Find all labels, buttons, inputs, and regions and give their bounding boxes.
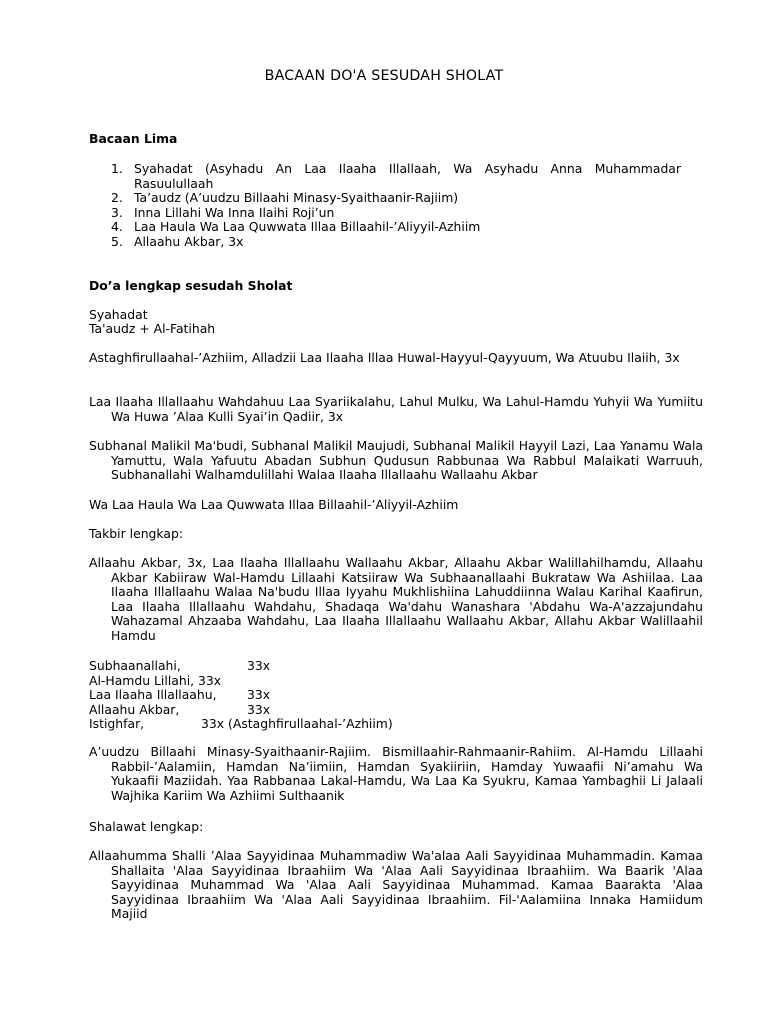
list-item-text: Allaahu Akbar, 3x (134, 233, 244, 249)
takbir-heading: Takbir lengkap: (89, 526, 183, 541)
section-heading-bacaan-lima: Bacaan Lima (89, 131, 178, 146)
dzikir-count: 33x (247, 687, 271, 703)
dzikir-count: 33x (247, 658, 271, 673)
dzikir-label: Subhaanallahi, (89, 658, 181, 673)
list-number: 5. (111, 233, 123, 249)
list-item-text: Syahadat (Asyhadu An Laa Ilaaha Illallaah, Wa Asyhadu Anna Muhammadar Rasuulullaah (134, 161, 681, 191)
dzikir-row (89, 717, 681, 732)
list-number: 1. (111, 161, 123, 176)
list-number: 2. (111, 190, 123, 206)
numbered-list (89, 162, 681, 250)
list-item (89, 162, 681, 191)
dzikir-count: 33x (247, 701, 271, 717)
dzikir-list (89, 659, 681, 732)
dzikir-row (89, 659, 681, 674)
list-item (89, 191, 681, 206)
dzikir-label: Allaahu Akbar, (89, 701, 180, 717)
dzikir-row (89, 703, 681, 718)
paragraph-subhanal: Subhanal Malikil Ma'budi, Subhanal Malikil Maujudi, Subhanal Malikil Hayyil Lazi, Laa Yanamu Wala Yamuttu, Wala Yafuutu Abadan Subhun Qudusun Rabbunaa Wa Rabbul Malaikati Warruuh, Subhanallahi Walhamdulillahi Walaa Ilaaha Illallaahu Wallaahu Akbar (89, 438, 703, 483)
list-number: 3. (111, 204, 123, 220)
list-item-text: Ta’audz (A’uudzu Billaahi Minasy-Syaithaanir-Rajiim) (134, 190, 459, 206)
paragraph-shalawat: Allaahumma Shalli ’Alaa Sayyidinaa Muhammadiw Wa'alaa Aali Sayyidinaa Muhammadin. Kamaa Shallaita 'Alaa Sayyidinaa Ibraahiim Wa 'Alaa Aali Sayyidinaa Ibraahiim. Wa Baarik 'Alaa Sayyidinaa Muhammad Wa 'Alaa Aali Sayyidinaa Muhammad. Kamaa Baarakta 'Alaa Sayyidinaa Ibraahiim Wa 'Alaa Aali Sayyidinaa Ibraahiim. Fil-'Aalamiina Innaka Hamiidum Majiid (89, 848, 703, 922)
line-syahadat: Syahadat (89, 307, 148, 322)
section-heading-doa-lengkap: Do’a lengkap sesudah Sholat (89, 278, 293, 293)
dzikir-count: 33x (Astaghfirullaahal-’Azhiim) (201, 716, 393, 732)
document-title: BACAAN DO'A SESUDAH SHOLAT (264, 68, 504, 84)
list-number: 4. (111, 219, 123, 235)
list-item-text: Inna Lillahi Wa Inna Ilaihi Roji’un (134, 204, 335, 220)
paragraph-tahlil: Laa Ilaaha Illallaahu Wahdahuu Laa Syariikalahu, Lahul Mulku, Wa Lahul-Hamdu Yuhyii Wa Yumiitu Wa Huwa ’Alaa Kulli Syai’in Qadiir, 3x (89, 394, 703, 424)
list-item (89, 235, 681, 250)
paragraph-astaghfir: Astaghfirullaahal-’Azhiim, Alladzii Laa Ilaaha Illaa Huwal-Hayyul-Qayyuum, Wa Atuubu Ilaiih, 3x (89, 350, 680, 365)
paragraph-takbir: Allaahu Akbar, 3x, Laa Ilaaha Illallaahu Wallaahu Akbar, Allaahu Akbar Walillahilhamdu, Allaahu Akbar Kabiiraw Wal-Hamdu Lillaahi Katsiiraw Wa Subhaanallaahi Bukrataw Wa Ashiilaa. Laa Ilaaha Illallaahu Walaa Na'budu Illaa Iyyahu Mukhlishiina Lahuddiinna Walau Karihal Kaafirun, Laa Ilaaha Illallaahu Wahdahu, Shadaqa Wa'dahu Wanashara 'Abdahu Wa-A'azzajundahu Wahazamal Ahzaaba Wahdahu, Laa Ilaaha Illallaahu Wallaahu Akbar, Allahu Akbar Walillaahil Hamdu (89, 555, 703, 643)
dzikir-row (89, 688, 681, 703)
paragraph-auudzu: A’uudzu Billaahi Minasy-Syaithaanir-Rajiim. Bismillaahir-Rahmaanir-Rahiim. Al-Hamdu Lillaahi Rabbil-’Aalamiin, Hamdan Na’iimiin, Hamdan Syakiiriin, Hamday Yuwaafii Ni’amahu Wa Yukaafii Maziidah. Yaa Rabbanaa Lakal-Hamdu, Wa Laa Ka Syukru, Kamaa Yambaghii Li Jalaali Wajhika Kariim Wa Azhiimi Sulthaanik (89, 744, 703, 803)
list-item-text: Laa Haula Wa Laa Quwwata Illaa Billaahil-’Aliyyil-Azhiim (134, 219, 481, 235)
list-item (89, 220, 681, 235)
dzikir-label: Laa Ilaaha Illallaahu, (89, 687, 217, 703)
dzikir-label: Istighfar, (89, 716, 145, 732)
line-haula: Wa Laa Haula Wa Laa Quwwata Illaa Billaahil-’Aliyyil-Azhiim (89, 497, 459, 512)
shalawat-heading: Shalawat lengkap: (89, 819, 204, 834)
list-item (89, 206, 681, 221)
dzikir-label: Al-Hamdu Lillahi, 33x (89, 672, 222, 688)
dzikir-row (89, 674, 681, 689)
line-taaudz: Ta'audz + Al-Fatihah (89, 321, 216, 336)
